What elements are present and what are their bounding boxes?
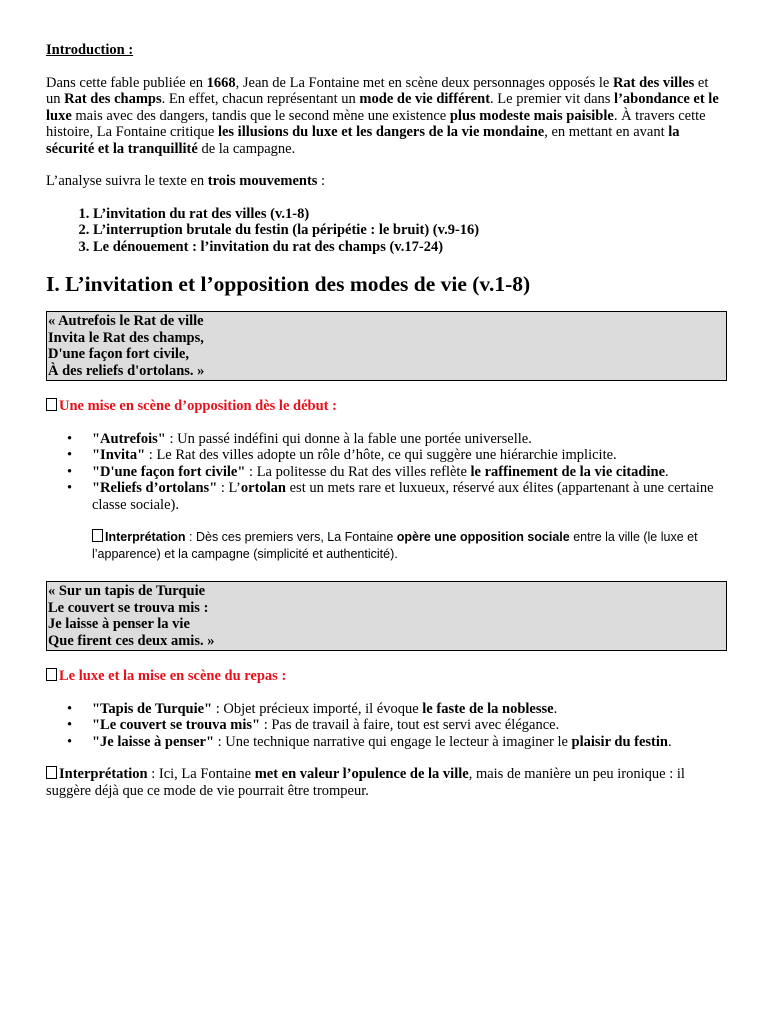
bold-run: 1668 xyxy=(206,74,236,91)
bold-run: le raffinement de la vie citadine xyxy=(470,463,666,480)
missing-glyph-icon xyxy=(46,766,57,779)
quote-line: Que firent ces deux amis. » xyxy=(48,632,215,649)
text-run: Dans cette fable publiée en xyxy=(46,74,207,91)
quote-line: Le couvert se trouva mis : xyxy=(48,599,209,616)
bold-run: Interprétation xyxy=(105,530,186,544)
list-item xyxy=(92,717,726,734)
text-run: : Un passé indéfini qui donne à la fable une portée universelle. xyxy=(165,430,532,447)
text-run: , Jean de La Fontaine met en scène deux personnages opposés le xyxy=(235,74,613,91)
text-run: : Dès ces premiers vers, La Fontaine xyxy=(185,530,397,544)
analysis-list xyxy=(46,431,726,514)
text-run: : Pas de travail à faire, tout est servi avec élégance. xyxy=(260,717,560,733)
bold-run: les illusions du luxe et les dangers de la vie mondaine xyxy=(217,124,545,140)
text-run: est un mets rare et luxueux, réservé aux élites (appartenant à une certaine classe sociale). xyxy=(92,480,714,513)
text-run: . xyxy=(667,733,672,750)
text-run: . xyxy=(553,700,558,717)
bold-run: trois mouvements xyxy=(207,173,318,189)
bold-run: Rat des villes xyxy=(612,74,695,91)
bold-run: opère une opposition sociale xyxy=(396,530,570,544)
bold-run: Interprétation xyxy=(59,766,148,782)
list-item xyxy=(92,431,726,448)
text-run: : Une technique narrative qui engage le lecteur à imaginer le xyxy=(214,733,572,750)
bold-run: l’abondance et le luxe xyxy=(46,91,719,124)
list-item xyxy=(92,734,726,751)
list-item xyxy=(92,480,726,513)
label-text: Le luxe et la mise en scène du repas : xyxy=(59,668,287,684)
quote-line: « Autrefois le Rat de ville xyxy=(48,313,204,329)
bold-run: mode de vie différent xyxy=(359,91,491,107)
interpretation-note xyxy=(92,529,726,563)
bold-run: "D'une façon fort civile" xyxy=(92,463,246,480)
bold-run: "Invita" xyxy=(92,447,146,463)
quote-line: Je laisse à penser la vie xyxy=(48,616,190,632)
bold-run: met en valeur l’opulence de la ville xyxy=(254,766,469,782)
bold-run: le faste de la noblesse xyxy=(422,700,554,717)
list-item xyxy=(92,701,726,718)
text-run: entre la ville (le luxe et l’apparence) et la campagne (simplicité et authenticité). xyxy=(92,530,698,561)
interpretation-note xyxy=(46,766,726,799)
plan-item: 3. Le dénouement : l’invitation du rat des champs (v.17-24) xyxy=(93,239,726,256)
bold-run: "Autrefois" xyxy=(92,430,166,447)
text-run: mais avec des dangers, tandis que le second mène une existence xyxy=(71,107,450,124)
quote-line: Invita le Rat des champs, xyxy=(48,329,204,346)
list-item xyxy=(92,464,726,481)
bold-run: plus modeste mais paisible xyxy=(449,107,614,124)
text-run: , mais de manière un peu ironique : il suggère déjà que ce mode de vie pourrait être trompeur. xyxy=(46,766,685,799)
bold-run: "Reliefs d’ortolans" xyxy=(92,480,218,496)
plan-item: 1. L’invitation du rat des villes (v.1-8) xyxy=(93,206,726,223)
text-run: . À travers cette histoire, La Fontaine critique xyxy=(46,107,706,140)
document-page xyxy=(46,42,726,799)
bold-run: ortolan xyxy=(240,480,286,496)
missing-glyph-icon xyxy=(92,529,103,542)
subsection-label xyxy=(46,668,726,685)
text-run: , en mettant en avant xyxy=(544,124,669,140)
section-heading: I. L’invitation et l’opposition des modes de vie (v.1-8) xyxy=(46,272,531,296)
text-run: : Le Rat des villes adopte un rôle d’hôte, ce qui suggère une hiérarchie implicite. xyxy=(145,447,617,463)
quote-line: À des reliefs d'ortolans. » xyxy=(48,362,205,379)
quote-line: D'une façon fort civile, xyxy=(48,346,189,362)
intro-title: Introduction : xyxy=(46,42,134,58)
bold-run: Rat des champs xyxy=(64,91,162,107)
text-run: de la campagne. xyxy=(197,140,296,157)
analysis-list xyxy=(46,701,726,751)
text-run: L’analyse suivra le texte en xyxy=(46,173,208,189)
quote-box xyxy=(46,311,727,381)
intro-paragraph xyxy=(46,75,726,158)
missing-glyph-icon xyxy=(46,668,57,681)
bold-run: plaisir du festin xyxy=(571,733,668,750)
subsection-label xyxy=(46,398,726,415)
text-run: : Ici, La Fontaine xyxy=(147,766,255,782)
bold-run: "Je laisse à penser" xyxy=(92,733,215,750)
list-item xyxy=(92,447,726,464)
text-run: . Le premier vit dans xyxy=(490,91,615,107)
bold-run: la sécurité et la tranquillité xyxy=(46,124,680,157)
label-text: Une mise en scène d’opposition dès le début : xyxy=(59,398,337,414)
text-run: . En effet, chacun représentant un xyxy=(161,91,360,107)
text-run: : xyxy=(317,173,326,189)
plan-item: 2. L’interruption brutale du festin (la péripétie : le bruit) (v.9-16) xyxy=(93,222,726,239)
bold-run: "Le couvert se trouva mis" xyxy=(92,717,261,733)
bold-run: "Tapis de Turquie" xyxy=(92,700,213,717)
text-run: : La politesse du Rat des villes reflète xyxy=(245,463,471,480)
plan-list xyxy=(46,206,726,256)
text-run: . xyxy=(665,463,669,480)
text-run: : Objet précieux importé, il évoque xyxy=(212,700,423,717)
quote-box xyxy=(46,581,727,651)
text-run: et un xyxy=(46,74,709,107)
quote-line: « Sur un tapis de Turquie xyxy=(48,583,206,599)
missing-glyph-icon xyxy=(46,398,57,411)
text-run: : L’ xyxy=(217,480,241,496)
plan-intro xyxy=(46,173,726,190)
